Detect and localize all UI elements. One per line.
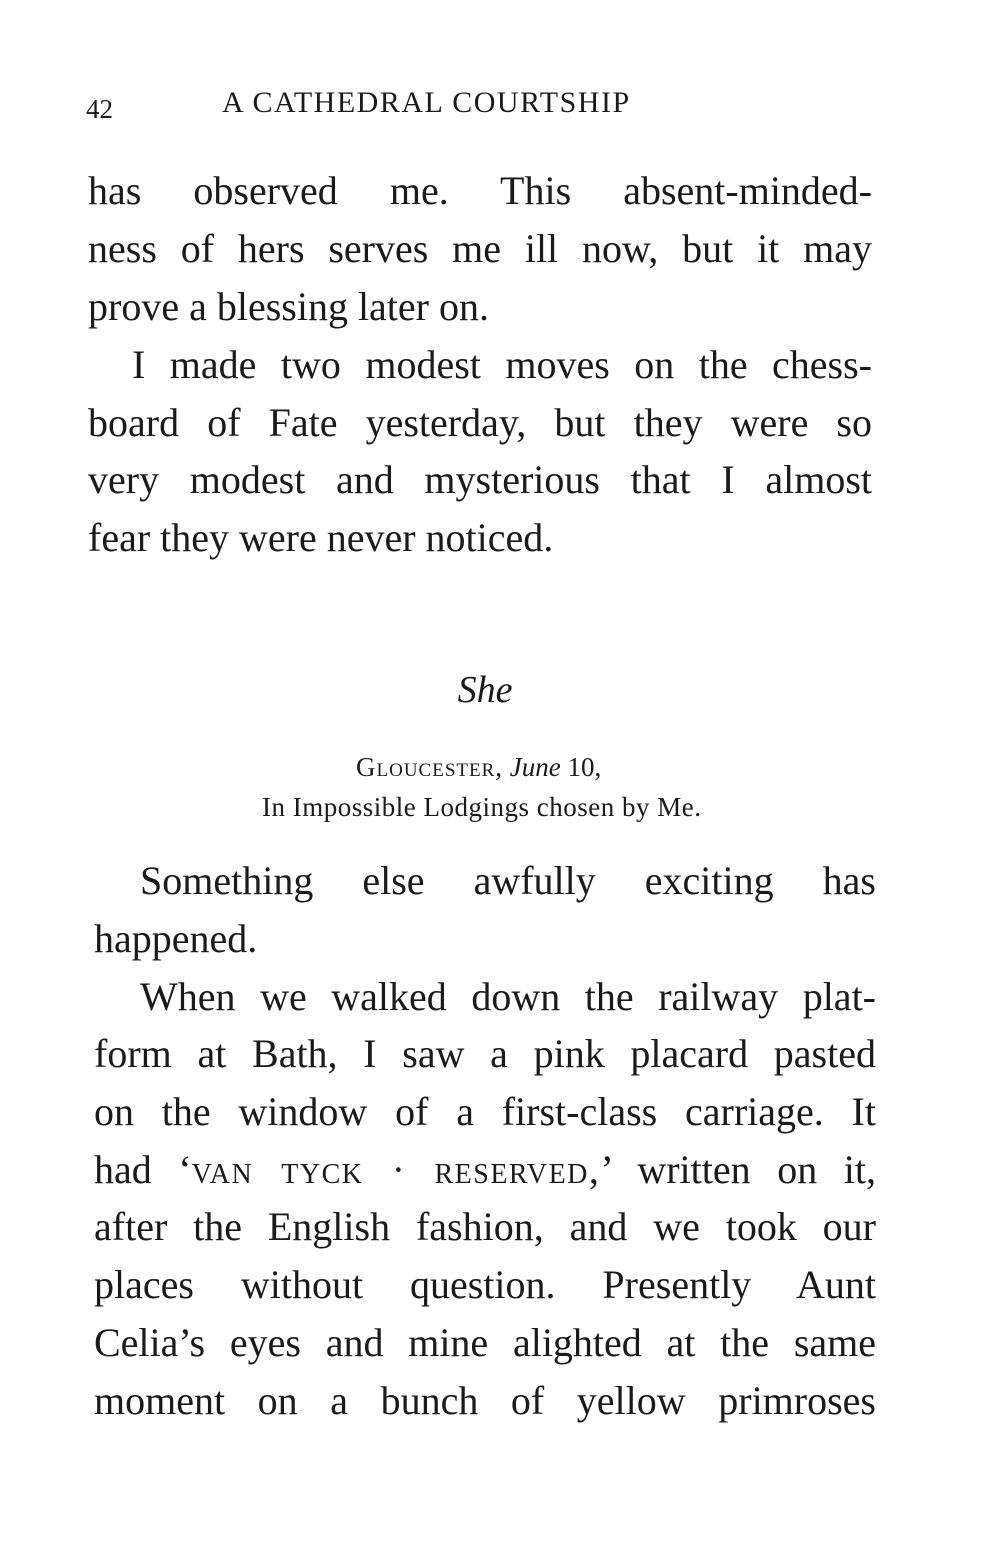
text-line: Celia’s eyes and mine alighted at the same bbox=[94, 1320, 876, 1365]
text-line: form at Bath, I saw a pink placard pasted bbox=[94, 1031, 876, 1076]
dateline-day: 10, bbox=[560, 752, 602, 782]
text-line: ness of hers serves me ill now, but it may bbox=[88, 226, 872, 271]
text-line: places without question. Presently Aunt bbox=[94, 1262, 876, 1307]
text-line: has observed me. This absent-minded- bbox=[88, 168, 872, 213]
text-segment: ’ written on it, bbox=[600, 1147, 876, 1192]
text-line: very modest and mysterious that I almost bbox=[88, 457, 872, 502]
text-line: on the window of a first-class carriage. It bbox=[94, 1089, 876, 1134]
text-line: board of Fate yesterday, but they were so bbox=[88, 400, 872, 445]
text-line: happened. bbox=[94, 916, 258, 961]
text-line bbox=[94, 1145, 876, 1195]
text-line: after the English fashion, and we took our bbox=[94, 1204, 876, 1249]
running-head bbox=[86, 86, 886, 130]
text-line: fear they were never noticed. bbox=[88, 515, 554, 560]
dateline-place: Gloucester, bbox=[356, 752, 504, 782]
text-line: moment on a bunch of yellow primroses bbox=[94, 1378, 876, 1423]
text-line: I made two modest moves on the chess- bbox=[132, 342, 872, 387]
text-line: prove a blessing later on. bbox=[88, 284, 489, 329]
text-line: Something else awfully exciting has bbox=[140, 858, 876, 903]
page-number: 42 bbox=[86, 94, 113, 124]
section-heading: She bbox=[457, 669, 513, 711]
dateline bbox=[356, 752, 601, 783]
dateline-date: June bbox=[509, 752, 561, 782]
dateline-locale: In Impossible Lodgings chosen by Me. bbox=[262, 792, 702, 822]
text-segment: had ‘ bbox=[94, 1147, 192, 1192]
text-line: When we walked down the railway plat- bbox=[140, 974, 876, 1019]
placard-text: van tyck · reserved, bbox=[191, 1147, 601, 1192]
running-title: A CATHEDRAL COURTSHIP bbox=[222, 86, 631, 119]
